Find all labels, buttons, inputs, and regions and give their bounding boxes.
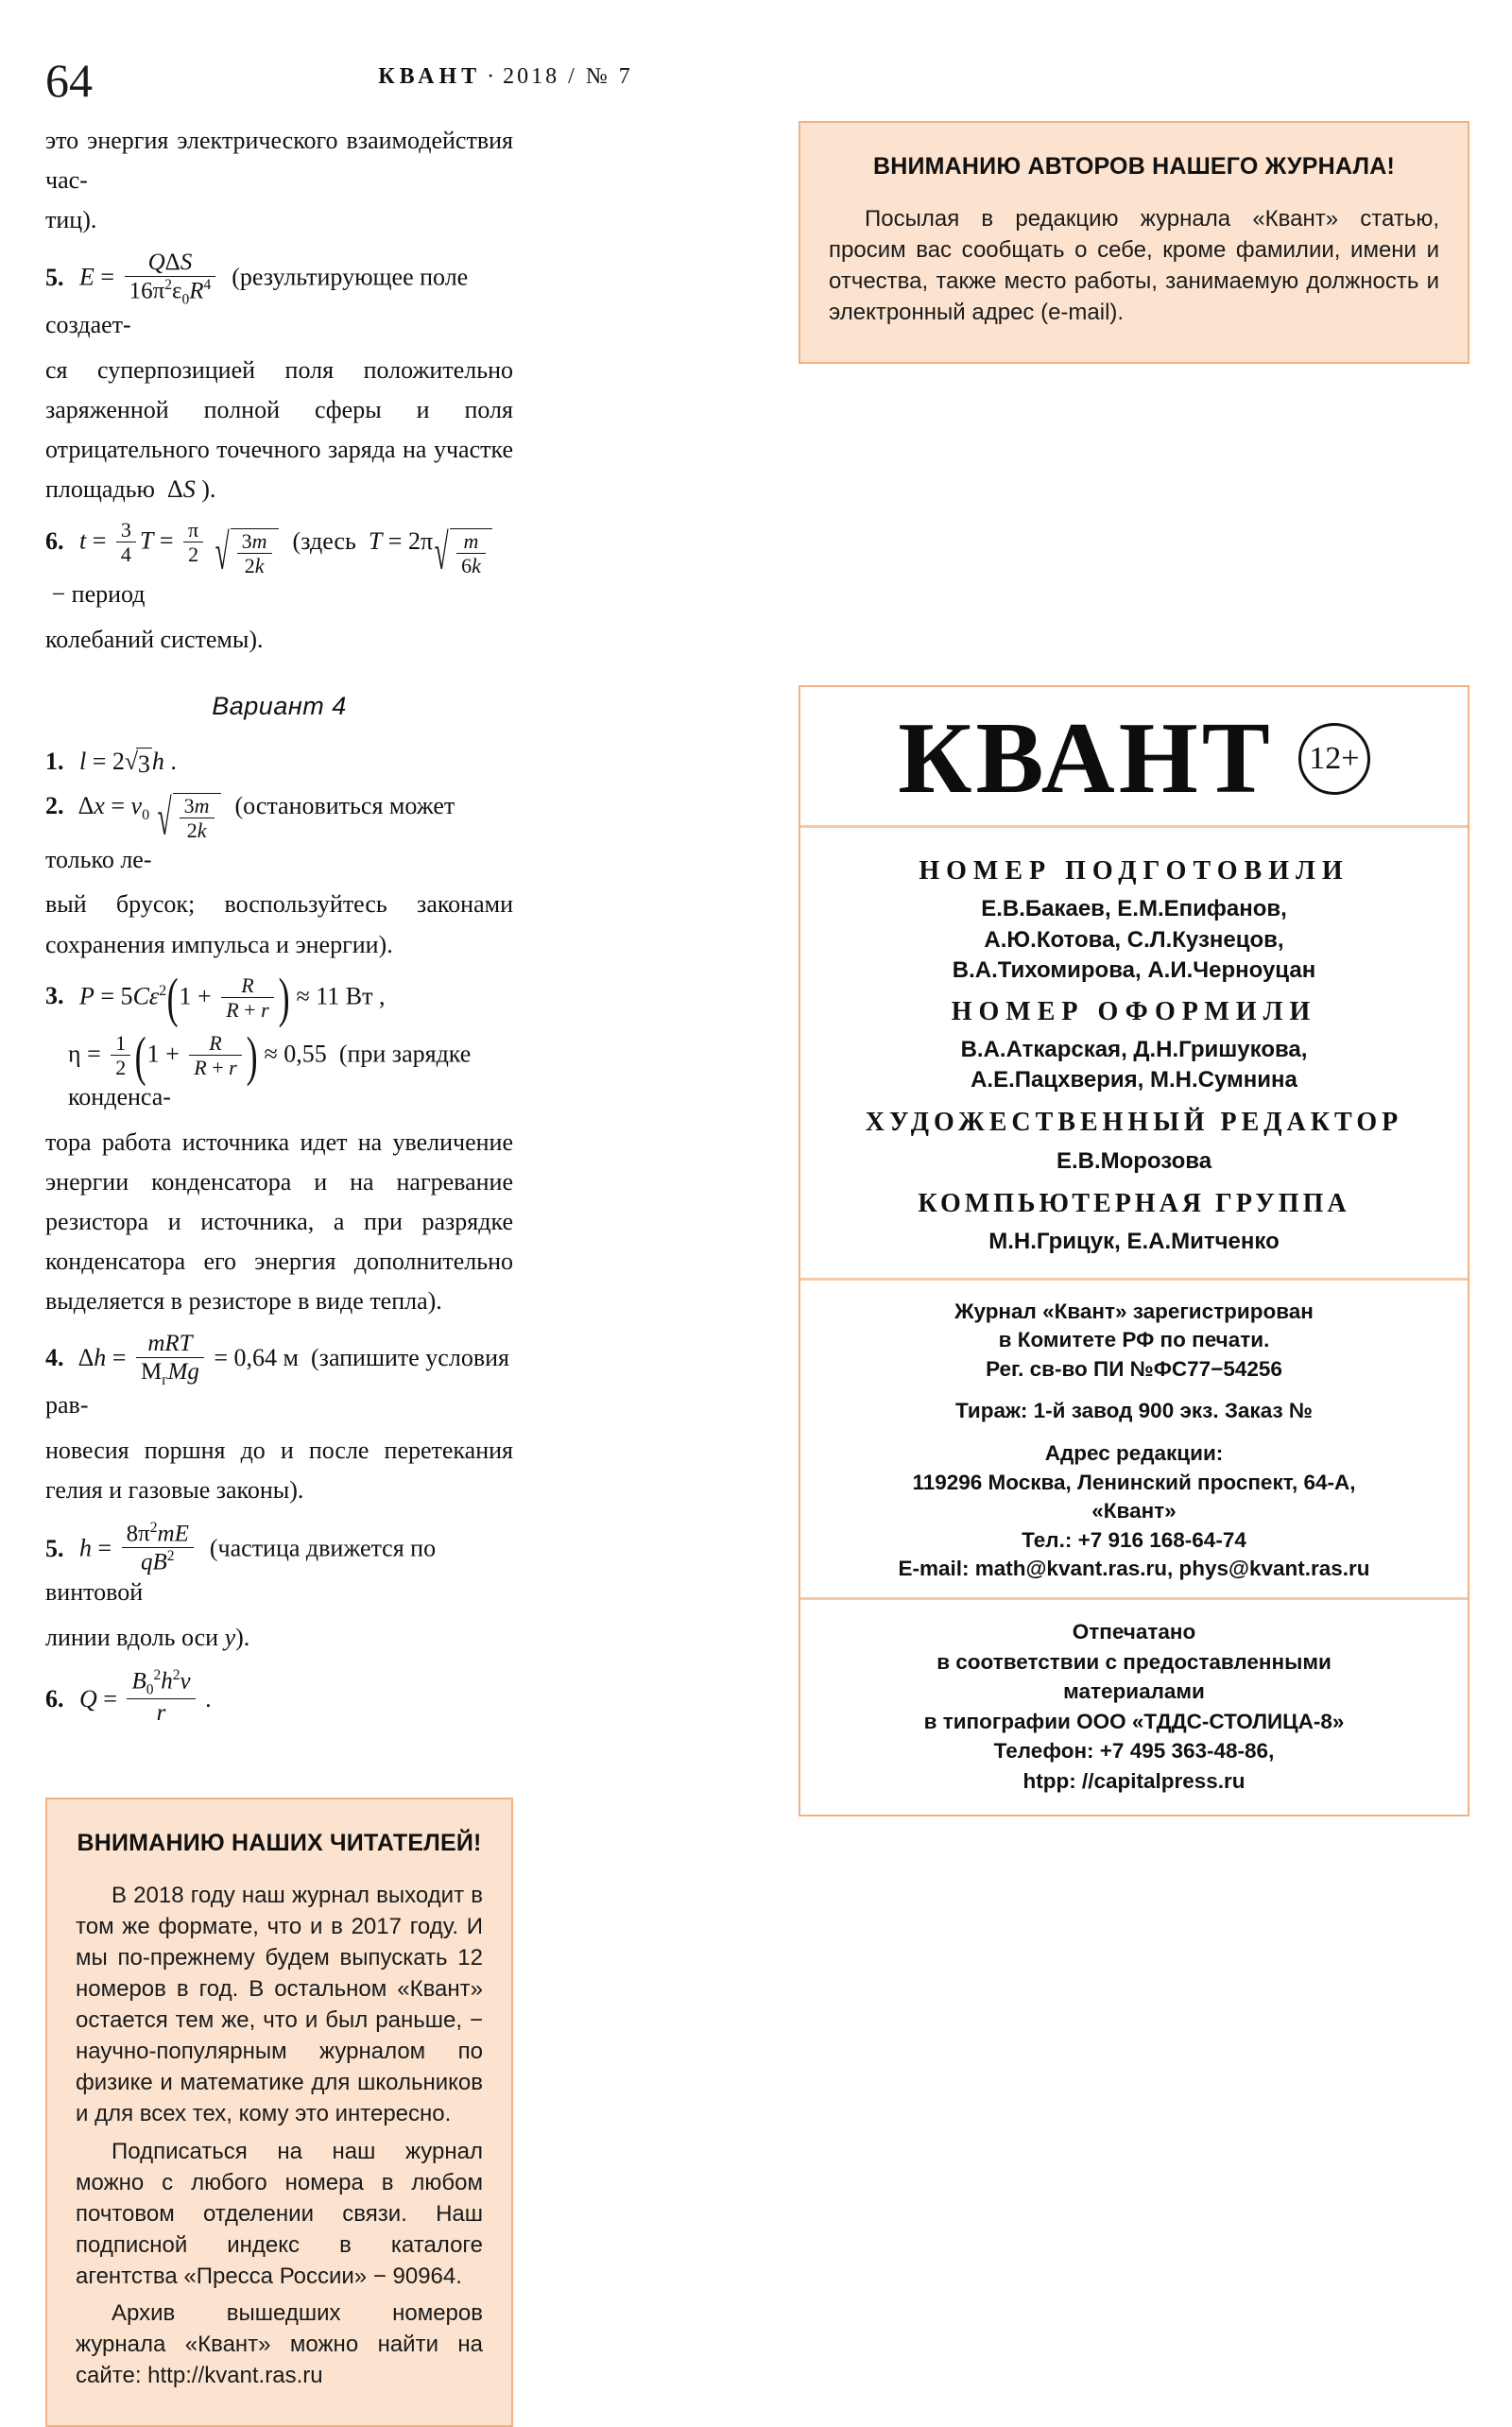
item-number: 1.	[45, 748, 64, 776]
colophon-registration	[800, 1281, 1468, 1597]
print-line: материалами	[1063, 1679, 1205, 1704]
item-number: 6.	[45, 526, 64, 555]
item-number: 5.	[45, 263, 64, 291]
answer-item-5-before: 5. E = $\frac{\text{QΔS}}{16\pi^2\varepsilon_0R^4}$ (результирующее поле создает-	[45, 250, 469, 338]
variant-item-4: 4. Δh = $\frac{\text{mRT}}{М_гMg}$ = 0,64 м (запишите условия рав-	[45, 1331, 509, 1420]
phone-line: Тел.: +7 916 168-64-74	[1022, 1527, 1246, 1552]
readers-notice-title: ВНИМАНИЮ НАШИХ ЧИТАТЕЛЕЙ!	[77, 1829, 482, 1856]
credits-names	[817, 1035, 1451, 1095]
item-number: 4.	[45, 1344, 64, 1372]
credits-name-line: А.Е.Пацхверия, М.Н.Сумнина	[971, 1067, 1297, 1093]
variant-item-3-eff: η = $\frac{1}{2}$ (1 + $\frac{R}{R + r}$ ) ≈ 0,55 (при зарядке конденса-	[68, 1024, 472, 1110]
registration-line: Рег. св-во ПИ №ФС77−54256	[986, 1356, 1282, 1381]
print-line: в соответствии с предоставленными	[936, 1649, 1332, 1674]
variant-heading: Вариант 4	[212, 692, 347, 721]
registration-line: Журнал «Квант» зарегистрирован	[954, 1299, 1314, 1323]
formula-fraction: $\frac{\text{QΔS}}{16\pi^2\varepsilon_0R^4}$	[125, 250, 216, 308]
credits-names	[817, 1227, 1451, 1257]
authors-notice-box	[799, 121, 1469, 364]
print-url-line[interactable]: htpp: //capitalpress.ru	[1022, 1768, 1246, 1793]
variant-item-1: 1. l = 2 √ 3h .	[45, 746, 513, 781]
header-separator: ·	[487, 64, 498, 89]
email-line[interactable]: E-mail: math@kvant.ras.ru, phys@kvant.ras.ru	[898, 1557, 1370, 1581]
answer-item-5-comment: ся суперпозицией поля положительно заряженной полной сферы и поля отрицательного точечного заряда на участке площадью ΔS ).	[45, 355, 513, 503]
variant-item-6: 6. Q = $\frac{B_0^2h^2v}{r}$ .	[45, 1667, 212, 1726]
credits-names	[817, 894, 1451, 985]
variant-item-2: 2. $\Delta x = v_0$ √ $\frac{3m}{2k}$ (остановиться может только ле-	[45, 790, 513, 875]
credits-label-art-editor: ХУДОЖЕСТВЕННЫЙ РЕДАКТОР	[865, 1108, 1403, 1138]
credits-name-line: А.Ю.Котова, С.Л.Кузнецов,	[984, 926, 1284, 953]
answer-item-6-comment: колебаний системы).	[45, 626, 264, 654]
credits-label-computer-group: КОМПЬЮТЕРНАЯ ГРУППА	[918, 1188, 1350, 1218]
colophon-print-info	[800, 1600, 1468, 1815]
age-rating-badge: 12+	[1298, 723, 1370, 795]
print-line: Отпечатано	[1072, 1620, 1196, 1644]
item-number: 2.	[45, 792, 64, 820]
page-header	[0, 26, 1512, 107]
magazine-logo: КВАНТ	[898, 702, 1274, 816]
address-label: Адрес редакции:	[1044, 1441, 1224, 1466]
item-number: 3.	[45, 982, 64, 1010]
authors-notice-title: ВНИМАНИЮ АВТОРОВ НАШЕГО ЖУРНАЛА!	[872, 153, 1396, 180]
print-line: в типографии ООО «ТДДС-СТОЛИЦА-8»	[923, 1709, 1345, 1733]
colophon-logo-row	[800, 687, 1468, 825]
item-number: 6.	[45, 1685, 64, 1713]
running-head	[0, 64, 1011, 90]
readers-notice-paragraph: Подписаться на наш журнал можно с любого номера в любом почтовом отделении связи. Наш подписной индекс в каталоге агентства «Пресса России» − 90964.	[76, 2138, 483, 2290]
variant-item-5: 5. h = $\frac{8\pi^2mE}{qB^2}$ (частица движется по винтовой	[45, 1520, 437, 1607]
issue-label: 2018 / № 7	[503, 64, 633, 89]
variant-item-4-comment: новесия поршня до и после перетекания гелия и газовые законы).	[45, 1437, 513, 1505]
address-line: «Квант»	[1091, 1499, 1177, 1523]
answer-item-6-before: 6. t = $\frac{3}{4}$ T = $\frac{\pi}{2}$ √ $\frac{3m}{2k}$ (здесь T = 2π √ $\frac{m}{6k}$ − период	[45, 519, 513, 611]
right-column	[799, 121, 1469, 1816]
readers-notice-paragraph: В 2018 году наш журнал выходит в том же формате, что и в 2017 году. И мы по-прежнему будем выпускать 12 номеров в год. В остальном «Квант» остается тем же, что и был раньше, − научно-популярным журналом по физике и математике для школьников и для всех тех, кому это интересно.	[76, 1882, 483, 2127]
registration-line: в Комитете РФ по печати.	[998, 1328, 1270, 1352]
left-column	[45, 121, 513, 2427]
intro-paragraph: это энергия электрического взаимодействия час- тиц).	[45, 127, 513, 234]
variant-item-3: 3. P = 5Cɛ$^2$(1 + $\frac{R}{R + r}$ ) ≈ 11 Вт ,	[45, 967, 386, 1029]
print-phone-line: Телефон: +7 495 363-48-86,	[993, 1739, 1275, 1764]
credits-names	[817, 1146, 1451, 1177]
credits-name-line: Е.В.Морозова	[1056, 1148, 1212, 1175]
credits-name-line: М.Н.Грицук, Е.А.Митченко	[988, 1228, 1280, 1254]
address-line: 119296 Москва, Ленинский проспект, 64-А,	[912, 1470, 1356, 1494]
colophon-credits	[800, 828, 1468, 1277]
credits-label-prepared: НОМЕР ПОДГОТОВИЛИ	[919, 856, 1349, 886]
authors-notice-paragraph: Посылая в редакцию журнала «Квант» статью, просим вас сообщать о себе, кроме фамилии, имени и отчества, также место работы, занимаемую должность и электронный адрес (e-mail).	[829, 206, 1439, 326]
colophon-box	[799, 685, 1469, 1816]
variant-item-5-comment: линии вдоль оси y).	[45, 1624, 250, 1652]
circulation-line: Тираж: 1-й завод 900 экз. Заказ №	[954, 1399, 1314, 1423]
credits-name-line: В.А.Тихомирова, А.И.Черноуцан	[952, 956, 1316, 983]
credits-name-line: Е.В.Бакаев, Е.М.Епифанов,	[981, 896, 1287, 922]
readers-notice-box	[45, 1798, 513, 2427]
variant-item-3-comment: тора работа источника идет на увеличение энергии конденсатора и на нагревание резистора и источника, а при разрядке конденсатора его энергия дополнительно выделяется в резисторе в виде тепла).	[45, 1127, 513, 1316]
readers-notice-paragraph: Архив вышедших номеров журнала «Квант» можно найти на сайте: http://kvant.ras.ru	[76, 2300, 483, 2389]
credits-label-designed: НОМЕР ОФОРМИЛИ	[951, 996, 1317, 1026]
folio-number: 64	[45, 54, 93, 107]
item-number: 5.	[45, 1534, 64, 1562]
credits-name-line: В.А.Аткарская, Д.Н.Гришукова,	[960, 1036, 1308, 1062]
magazine-name: КВАНТ	[378, 64, 482, 89]
variant-item-2-comment: вый брусок; воспользуйтесь законами сохранения импульса и энергии).	[45, 890, 513, 958]
